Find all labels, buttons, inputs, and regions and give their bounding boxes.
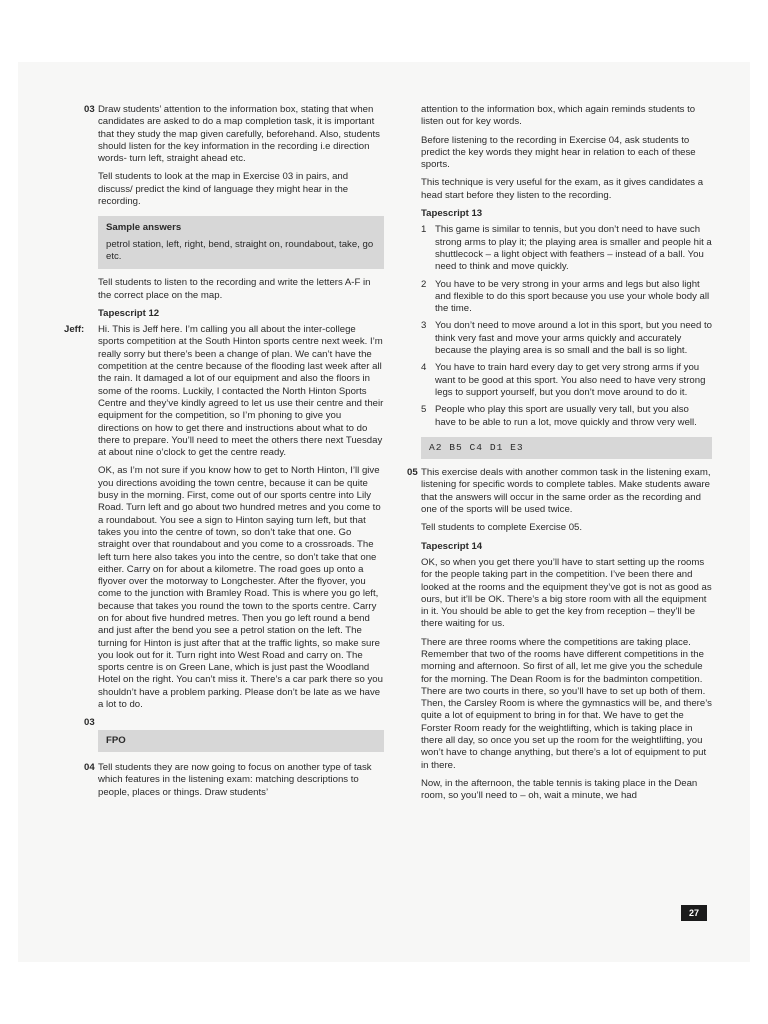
jeff-speech: [64, 324, 384, 711]
exercise-text: Tell students they are now going to focus on another type of task which features in the listening exam: matching descriptions to people, places or things. Draw students’: [98, 761, 372, 798]
speech-paragraph: Hi. This is Jeff here. I’m calling you all about the inter-college sports competition at the South Hinton sports centre next week. I’m really sorry but there’s been a change of plan. We can’t have the competition at the centre because of the flooding last week after all the rain. It damaged a lot of our equipment and also the floors in some of the rooms. Luckily, I contacted the North Hinton Sports Centre and they’ve kindly agreed to let us use their centre and their equipment for the competition, so I’m phoning to give you directions on how to get there and instructions about what to do there to prepare. You’ll need to meet the others there next Tuesday at about nine o’clock to get the centre ready.: [98, 324, 384, 459]
item-number: 3: [421, 320, 427, 332]
item-text: This game is similar to tennis, but you don’t need to have such strong arms to play it; the playing area is smaller and people hit a shuttlecock – a light object with feathers – instead of a ball. You need to think and move quickly.: [435, 224, 712, 273]
item-text: You have to train hard every day to get very strong arms if you want to be good at this sport. You also need to have very strong legs to support yourself, but you don’t move around to do it.: [435, 362, 706, 398]
exercise-03-note: [84, 104, 384, 165]
exercise-number: 03: [84, 104, 95, 115]
item-number: 5: [421, 404, 427, 416]
exercise-number: 05: [407, 467, 418, 479]
exercise-number: 03: [84, 717, 95, 729]
sample-answers-title: Sample answers: [106, 222, 182, 234]
exercise-text: Draw students’ attention to the information box, stating that when candidates are asked to do a map completion task, it is important that they study the map given carefully, beforehand. Also, students should listen for the key information in the recording i.e direction words- turn left, straight ahead etc.: [98, 104, 380, 165]
list-item: [421, 224, 712, 273]
instruction-text: Tell students to listen to the recording and write the letters A-F in the correct place on the map.: [98, 277, 371, 301]
continued-text: attention to the information box, which again reminds students to listen out for key words.: [421, 104, 696, 128]
speech-paragraph: OK, as I’m not sure if you know how to get to North Hinton, I’ll give you directions avoiding the town centre, because it can be quite busy in the morning. First, come out of our sports centre into Lily Road. Turn left and go about two hundred metres and you come to a roundabout. You see a sign to Hinton saying turn left, but that takes you into the centre of town, so don’t take that one. Go straight over that roundabout and you come to a crossroads. The left turn here also takes you into the centre, so don’t take that one either. Carry on for about a kilometre. The road goes up onto a flyover over the motorway to Longchester. After the flyover, you come to the junction with Bramley Road. This is where you go left, because that takes you round the town to the sports centre. Carry on for about five hundred metres. Then you go left round a bend and just after the bend you see a petrol station on the left. The turning for Hinton is just after that at the traffic lights, so make sure you look out for it. Turn right into West Road and carry on. The sports centre is on Green Lane, which is just past the Woodland Hotel on the right. You can’t miss it. There’s a car park there so you shouldn’t have a problem parking. Please don’t be late as we have a lot to do.: [98, 465, 383, 711]
sample-answers-text: petrol station, left, right, bend, straight on, roundabout, take, go etc.: [106, 238, 374, 262]
item-number: 4: [421, 362, 427, 374]
sample-answers-box: [98, 216, 384, 269]
left-column: [64, 104, 384, 805]
item-text: You don’t need to move around a lot in this sport, but you need to think very fast and move your arms quickly and accurately because the playing area is so small and the ball is so light.: [435, 320, 712, 357]
right-column: [407, 104, 712, 809]
exercise-04-note: [84, 762, 384, 799]
instruction-text: Before listening to the recording in Exercise 04, ask students to predict the key words they might hear in relation to each of these sports.: [421, 134, 696, 171]
exercise-text: This exercise deals with another common task in the listening exam, listening for specific words to complete tables. Make students aware that the answers will occur in the same order as the recording and one of the sports will be used twice.: [421, 467, 711, 516]
list-item: [421, 404, 712, 429]
instruction-text: This technique is very useful for the exam, as it gives candidates a head start before they listen to the recording.: [421, 177, 704, 201]
tapescript-paragraph: Now, in the afternoon, the table tennis is taking place in the Dean room, so you’ll need to – oh, wait a minute, we had: [421, 777, 698, 802]
answer-key-box: A2 B5 C4 D1 E3: [421, 437, 712, 459]
instruction-text: Tell students to look at the map in Exercise 03 in pairs, and discuss/ predict the kind of language they might hear in the recording.: [98, 171, 349, 208]
item-number: 1: [421, 224, 427, 236]
tapescript-13-list: [421, 224, 712, 428]
speaker-label: Jeff:: [64, 324, 85, 336]
list-item: [421, 362, 712, 399]
exercise-number: 04: [84, 761, 95, 773]
instruction-text: Tell students to complete Exercise 05.: [421, 522, 583, 534]
list-item: [421, 320, 712, 357]
item-text: People who play this sport are usually very tall, but you also have to be able to run a lot, move quickly and throw very well.: [435, 404, 697, 428]
tapescript-paragraph: There are three rooms where the competitions are taking place. Remember that two of the rooms have different competitions in the morning and afternoon. So first of all, let me give you the schedule for the morning. The Dean Room is for the badminton competition. There are two courts in there, so you’ll have to set up both of them. Then, the Carsley Room is where the gymnastics will be, and there’s quite a lot of equipment to bring in for that. We have to get the Forster Room ready for the weightlifting, which is taking place in there all day, so once you set up the room for the weightlifting, you won’t have to change anything, but there’s a lot of equipment to put in there.: [421, 636, 712, 771]
list-item: [421, 279, 712, 316]
tapescript-heading: Tapescript 14: [421, 540, 483, 552]
item-text: You have to be very strong in your arms and legs but also light and flexible to do this sport because you use your whole body all the time.: [435, 278, 710, 315]
exercise-05-note: [407, 467, 712, 516]
tapescript-paragraph: OK, so when you get there you’ll have to start setting up the rooms for the people taking part in the competition. I’ve been there and looked at the rooms and the equipment they’ve got is not as good as ours, but it’ll be OK. There’s a big store room with all the equipment in it. You should be able to get the key from reception – they’ll be there waiting for us.: [421, 556, 712, 630]
page-number: 27: [681, 905, 707, 921]
tapescript-heading: Tapescript 13: [421, 208, 483, 220]
item-number: 2: [421, 278, 427, 290]
fpo-placeholder-box: FPO: [98, 730, 384, 752]
tapescript-heading: Tapescript 12: [98, 307, 160, 319]
